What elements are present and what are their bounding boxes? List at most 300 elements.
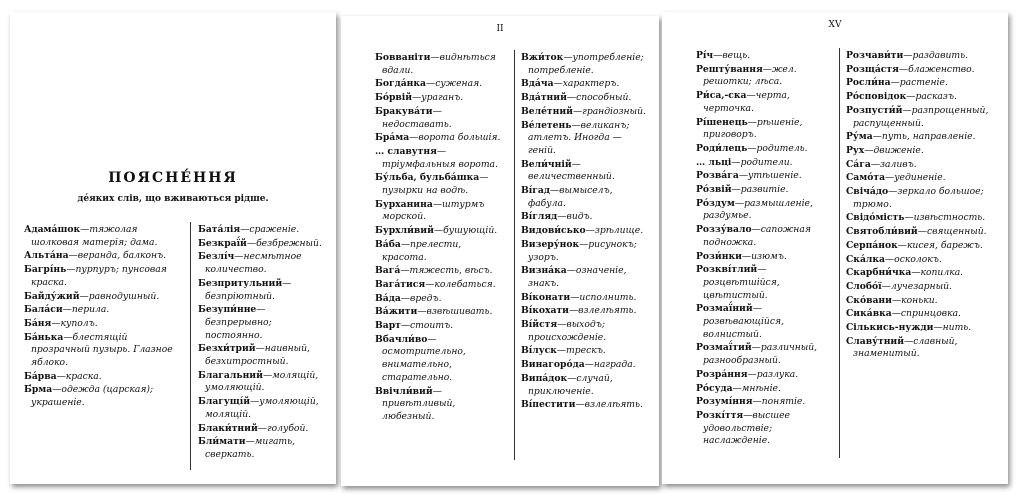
glossary-entry — [375, 279, 507, 292]
entry-definition: мнѣніе. — [741, 382, 781, 394]
entry-dash: — — [417, 306, 427, 318]
entry-definition: заливъ. — [880, 158, 917, 170]
glossary-entry — [696, 410, 832, 448]
entry-word: Розща́стя — [846, 63, 899, 75]
glossary-entry — [375, 78, 507, 91]
entry-word: Вда́ча — [521, 78, 554, 90]
entry-dash: — — [63, 331, 73, 343]
entry-dash: — — [872, 131, 882, 143]
entry-dash: — — [881, 280, 891, 292]
entry-definition: рѣшеніе, приговоръ. — [703, 116, 803, 141]
entry-definition: грандіозный. — [582, 105, 646, 117]
entry-definition: разлука. — [756, 368, 799, 380]
glossary-entry — [846, 308, 998, 321]
glossary-entry — [696, 369, 832, 382]
entry-definition: мигать, сверкать. — [205, 436, 296, 460]
entry-word: Розумі́ння — [696, 396, 753, 408]
entry-word: Само́та — [846, 172, 886, 184]
entry-dash: — — [890, 77, 900, 89]
glossary-entry — [375, 199, 507, 224]
entry-word: Бракува́ти — [375, 105, 433, 117]
entry-definition: краска. — [65, 370, 102, 382]
glossary-entry — [846, 226, 998, 239]
entry-definition: тяжолая шолковая матерія; дама. — [31, 224, 158, 248]
glossary-entry — [846, 159, 998, 172]
entry-word: Ру́ма — [846, 131, 873, 143]
entry-definition: величественный. — [528, 171, 615, 183]
entry-definition: прелести, красота. — [382, 238, 462, 263]
entry-word: Бу́льба, бульба́шка — [375, 172, 480, 184]
glossary-entry — [846, 64, 998, 77]
glossary-entry — [521, 78, 649, 91]
entry-dash: — — [409, 132, 419, 144]
entry-dash: — — [741, 250, 752, 262]
entry-definition: раздавить. — [912, 50, 969, 61]
entry-definition: расказъ. — [915, 91, 957, 103]
glossary-entry — [375, 293, 507, 306]
entry-word: Альта́на — [24, 250, 69, 262]
entry-dash: — — [257, 422, 267, 434]
glossary-entry — [846, 77, 998, 90]
glossary-entry — [521, 106, 649, 119]
entry-word: Бо́рвій — [375, 92, 413, 104]
glossary-entry — [198, 423, 326, 436]
entry-word: Росли́на — [846, 77, 891, 89]
entry-definition: тяжесть, вѣсъ. — [409, 265, 493, 277]
entry-word: Благальний — [198, 369, 263, 381]
entry-dash: — — [567, 372, 577, 384]
glossary-entry — [375, 172, 507, 197]
glossary-entry — [696, 170, 832, 183]
glossary-entry — [24, 304, 176, 317]
entry-word: Ри́са,-ска — [696, 90, 747, 102]
entry-word: Сількись-нужди — [846, 322, 934, 334]
glossary-entry — [375, 306, 507, 319]
glossary-column — [375, 52, 507, 425]
entry-definition: розцвѣтшійся, цвѣтистый. — [703, 276, 780, 301]
entry-word: Богда́нка — [375, 78, 426, 90]
glossary-entry — [846, 212, 998, 225]
entry-definition: случай, приключеніе. — [528, 372, 613, 397]
entry-word: Ва́жити — [375, 306, 418, 318]
glossary-entry — [521, 399, 649, 412]
entry-word: Визна́ка — [521, 265, 567, 277]
entry-dash: — — [904, 335, 914, 347]
entry-word: Розмаї́тий — [696, 342, 752, 354]
entry-definition: развитіе. — [740, 184, 789, 196]
entry-definition: рисунокъ; узоръ. — [528, 238, 637, 263]
entry-definition: извѣстность. — [913, 212, 986, 224]
entry-definition: безпрерывно; постоянно. — [205, 316, 272, 341]
page-title: ПОЯСНЕ́ННЯ — [108, 170, 238, 186]
entry-dash: — — [433, 225, 444, 237]
glossary-entry — [198, 436, 326, 461]
glossary-entry — [375, 92, 507, 105]
entry-definition: путь, направленіе. — [881, 131, 976, 143]
entry-definition: умоляющій, молящій. — [205, 396, 319, 420]
entry-word: Ба́нька — [24, 331, 64, 343]
entry-definition: жел. решотки; лѣса. — [703, 63, 797, 88]
entry-definition: взлелѣять. — [578, 305, 637, 317]
entry-definition: кисея, барежъ. — [906, 239, 983, 251]
glossary-entry — [521, 52, 649, 77]
glossary-entry — [696, 396, 832, 409]
entry-definition: бушующій. — [443, 225, 498, 237]
entry-word: Бурханина — [375, 198, 433, 210]
entry-word: Бурхли́вий — [375, 225, 434, 237]
page-number: II — [496, 24, 504, 34]
entry-word: Розмаї́ний — [696, 303, 753, 315]
entry-definition: пузырки на водѣ. — [382, 185, 469, 197]
entry-word: Ва́да — [375, 292, 401, 304]
entry-definition: розвѣвающійся, волнистый. — [703, 316, 784, 340]
entry-word: Ва́ба — [375, 238, 401, 250]
entry-word: Ве́летень — [521, 119, 572, 131]
glossary-entry — [198, 370, 326, 395]
entry-word: Вага́тися — [375, 278, 426, 290]
glossary-entry — [375, 146, 507, 171]
entry-dash: — — [432, 105, 442, 117]
entry-definition: утѣшеніе. — [748, 170, 802, 182]
entry-definition: славный, знаменитый. — [853, 335, 958, 360]
entry-dash: — — [425, 278, 435, 290]
entry-word: Ввічли́вий — [375, 385, 433, 397]
entry-dash: — — [747, 142, 757, 154]
entry-definition: куполъ. — [60, 317, 98, 329]
entry-dash: — — [432, 198, 442, 210]
entry-definition: перила. — [71, 304, 110, 316]
entry-dash: — — [262, 369, 273, 381]
entry-word: Ро́сповідок — [846, 91, 907, 103]
entry-definition: спринцовка. — [900, 308, 961, 320]
glossary-entry — [521, 359, 649, 372]
entry-definition: безбрежный. — [256, 237, 322, 249]
entry-dash: — — [412, 92, 422, 104]
entry-word: Безхи́трий — [198, 343, 256, 355]
entry-definition: ураганъ. — [421, 92, 464, 104]
entry-word: Веле́тний — [521, 105, 573, 117]
glossary-entry — [696, 303, 832, 341]
glossary-column — [521, 52, 649, 413]
entry-definition: ворота большія. — [418, 132, 501, 144]
entry-dash: — — [752, 303, 762, 315]
entry-definition: осколокъ. — [894, 253, 942, 265]
entry-dash: — — [575, 399, 585, 411]
glossary-entry — [696, 251, 832, 264]
glossary-entry — [846, 131, 998, 144]
entry-dash: — — [732, 382, 742, 394]
entry-dash: — — [80, 224, 90, 235]
entry-dash: — — [240, 224, 250, 235]
entry-definition: наивный, безхитростный. — [205, 343, 310, 368]
entry-definition: коньки. — [901, 294, 938, 306]
page-number: XV — [828, 20, 842, 30]
entry-word: Розпусти́й — [846, 104, 903, 116]
entry-dash: — — [557, 319, 567, 331]
entry-word: Розра́ння — [696, 368, 748, 380]
entry-definition: осмотрительно, внимательно, старательно. — [382, 346, 466, 383]
entry-word: Видови́сько — [521, 225, 586, 237]
glossary-entry — [846, 267, 998, 280]
entry-definition: трескъ. — [566, 345, 606, 357]
entry-dash: — — [426, 78, 436, 90]
glossary-column — [696, 50, 832, 449]
entry-word: Ско́вани — [846, 294, 892, 306]
entry-dash: — — [566, 92, 577, 104]
glossary-entry — [24, 264, 176, 289]
glossary-entry — [521, 292, 649, 305]
entry-definition: сапожная подножка. — [703, 224, 811, 248]
column-divider — [514, 50, 515, 460]
glossary-entry — [696, 90, 832, 115]
entry-dash: — — [56, 370, 66, 382]
entry-word: Благущі́й — [198, 396, 251, 408]
glossary-entry — [846, 172, 998, 185]
glossary-entry — [375, 106, 507, 131]
glossary-entry — [696, 383, 832, 396]
entry-dash: — — [572, 105, 583, 117]
entry-dash: — — [579, 238, 589, 250]
entry-dash: — — [553, 78, 563, 90]
entry-word: Адама́шок — [24, 224, 81, 235]
glossary-entry — [521, 239, 649, 264]
entry-definition: зрѣлище. — [594, 225, 644, 237]
entry-definition: родитель. — [756, 142, 808, 154]
entry-word: Ро́здум — [696, 197, 735, 209]
entry-definition: движеніе. — [873, 144, 924, 156]
entry-word: Ві́конати — [521, 291, 571, 303]
entry-definition: великанъ; атлетъ. Иногда — геній. — [528, 119, 630, 156]
glossary-entry — [696, 198, 832, 223]
entry-dash: — — [734, 197, 745, 209]
entry-dash: — — [256, 304, 266, 316]
entry-dash: — — [731, 184, 741, 196]
entry-definition: понятіе. — [761, 396, 806, 408]
page-left — [10, 12, 336, 484]
entry-word: Рози́нки — [696, 250, 742, 262]
entry-dash: — — [743, 409, 753, 421]
glossary-entry — [696, 157, 832, 170]
entry-definition: видъ. — [566, 211, 593, 223]
entry-word: Ба́рва — [24, 370, 57, 382]
entry-word: Ві́гляд — [521, 211, 558, 223]
entry-word: Вда́тний — [521, 92, 567, 104]
entry-definition: вымыселъ, фабула. — [528, 185, 613, 209]
glossary-entry — [375, 239, 507, 264]
entry-dash: — — [752, 396, 762, 408]
entry-word: Рі́ч — [696, 50, 714, 61]
entry-definition: одежда (царская); украшеніе. — [31, 384, 154, 409]
entry-definition: зеркало большое; трюмо. — [853, 186, 984, 210]
entry-definition: виднѣться вдали. — [382, 52, 496, 76]
glossary-entry — [521, 225, 649, 238]
entry-word: Розва́га — [696, 170, 739, 182]
entry-dash: — — [479, 172, 489, 184]
entry-dash: — — [731, 156, 741, 168]
glossary-entry — [375, 132, 507, 145]
entry-definition: колебаться. — [434, 278, 496, 290]
page-right — [662, 12, 1008, 484]
entry-definition: веранда, балконъ. — [77, 250, 167, 262]
entry-dash: — — [570, 291, 580, 303]
glossary-entry — [696, 224, 832, 249]
entry-word: Роди́лець — [696, 142, 748, 154]
entry-word: Варт — [375, 320, 401, 332]
entry-definition: вещь. — [722, 50, 751, 61]
entry-word: Безкраї́й — [198, 237, 247, 249]
entry-definition: суженая. — [435, 78, 483, 90]
entry-definition: блестящій прозрачный пузырь. Глазное яблоко. — [31, 331, 173, 369]
glossary-entry — [696, 64, 832, 89]
entry-dash: — — [903, 50, 913, 61]
entry-dash: — — [255, 343, 265, 355]
entry-word: Рух — [846, 144, 865, 156]
page-middle — [341, 16, 659, 486]
entry-dash: — — [885, 172, 895, 184]
entry-definition: недоставать. — [382, 118, 452, 130]
entry-dash: — — [250, 396, 260, 408]
entry-definition: растеніе. — [899, 77, 948, 89]
entry-word: Визеру́нок — [521, 238, 580, 250]
entry-dash: — — [884, 253, 895, 265]
entry-word: Ві́пестити — [521, 399, 576, 411]
glossary-entry — [846, 91, 998, 104]
entry-word: Вжи́ток — [521, 52, 564, 63]
glossary-entry — [24, 291, 176, 304]
glossary-entry — [521, 159, 649, 184]
entry-dash: — — [52, 384, 62, 396]
entry-definition: копилка. — [920, 267, 964, 279]
glossary-column — [198, 224, 326, 463]
glossary-entry — [375, 334, 507, 385]
entry-word: Са́га — [846, 158, 871, 170]
glossary-entry — [521, 305, 649, 318]
entry-dash: — — [891, 294, 902, 306]
entry-dash: — — [888, 186, 898, 198]
glossary-entry — [846, 322, 998, 335]
entry-definition: размышленіе, раздумье. — [703, 197, 813, 222]
entry-dash: — — [762, 63, 772, 75]
entry-word: Бата́лія — [198, 224, 241, 235]
entry-definition: взлелѣять. — [584, 399, 643, 411]
entry-definition: родители. — [740, 156, 793, 168]
entry-dash: — — [751, 224, 761, 236]
entry-word: Славу́тний — [846, 335, 905, 347]
entry-word: Роззу́вало — [696, 224, 752, 236]
entry-word: Випа́док — [521, 372, 568, 384]
entry-word: Безпритульний — [198, 277, 283, 289]
glossary-entry — [846, 240, 998, 253]
entry-definition: штурмъ морской. — [382, 198, 485, 223]
glossary-entry — [846, 145, 998, 158]
glossary-entry — [375, 225, 507, 238]
entry-dash: — — [917, 226, 927, 238]
glossary-entry — [198, 224, 326, 237]
entry-definition: стоитъ. — [410, 320, 454, 332]
entry-definition: голубой. — [266, 422, 309, 434]
glossary-entry — [521, 185, 649, 210]
glossary-entry — [24, 250, 176, 263]
entry-dash: — — [933, 322, 943, 334]
entry-dash: — — [747, 116, 757, 128]
entry-dash: — — [571, 158, 581, 170]
entry-word: Ба́ня — [24, 317, 52, 329]
glossary-entry — [198, 396, 326, 421]
entry-definition: тріумфальныя ворота. — [382, 158, 498, 170]
entry-word: Слобо́ї — [846, 280, 882, 292]
entry-definition: сраженіе. — [249, 224, 300, 235]
glossary-entry — [521, 211, 649, 224]
glossary-entry — [24, 384, 176, 409]
glossary-entry — [375, 265, 507, 278]
entry-dash: — — [751, 342, 761, 354]
glossary-entry — [521, 345, 649, 358]
glossary-entry — [846, 105, 998, 130]
entry-word: Сика́вка — [846, 308, 892, 320]
entry-dash: — — [864, 144, 874, 156]
entry-word: Вбачли́во — [375, 333, 428, 345]
entry-word: Рі́шенець — [696, 116, 748, 128]
entry-definition: молящій, умоляющій. — [205, 369, 319, 394]
entry-word: Бли́мати — [198, 436, 246, 448]
entry-dash: — — [870, 158, 881, 170]
entry-dash: — — [747, 368, 757, 380]
entry-dash: — — [282, 277, 292, 289]
entry-dash: — — [62, 304, 72, 316]
entry-word: Ві́йстя — [521, 319, 558, 331]
glossary-entry — [375, 320, 507, 333]
entry-dash: — — [400, 265, 410, 277]
entry-dash: — — [400, 238, 410, 250]
entry-word: Свіча́до — [846, 186, 889, 198]
entry-dash: — — [738, 170, 749, 182]
entry-word: Багрі́нь — [24, 264, 67, 276]
entry-dash: — — [432, 385, 442, 397]
entry-word: Бра́ма — [375, 132, 410, 144]
entry-word: … льці — [696, 156, 732, 168]
entry-dash: — — [66, 264, 76, 276]
entry-dash: — — [563, 52, 573, 63]
entry-word: Свідо́мість — [846, 212, 905, 224]
entry-definition: выходъ; происхожденіе. — [528, 319, 607, 343]
entry-definition: привѣтливый, любезный. — [382, 398, 456, 422]
entry-definition: исполнить. — [579, 291, 637, 303]
entry-definition: взвѣшивать. — [426, 306, 493, 318]
entry-definition: разпрощенный, распущенный. — [853, 104, 989, 129]
glossary-entry — [24, 318, 176, 331]
entry-definition: лучезарный. — [890, 280, 952, 292]
entry-dash: — — [556, 345, 567, 357]
entry-word: Б́рма — [24, 384, 53, 396]
entry-word: Розкі́ття — [696, 409, 744, 421]
glossary-entry — [375, 52, 507, 77]
entry-word: Байду́жий — [24, 290, 80, 302]
entry-dash: — — [427, 333, 437, 345]
entry-word: Безлі́ч — [198, 251, 235, 263]
glossary-entry — [521, 319, 649, 344]
entry-word: Безупи́нне — [198, 304, 257, 316]
entry-word: Бовваніти — [375, 52, 431, 63]
entry-definition: высшее удовольствіе; наслажденіе. — [703, 409, 790, 447]
glossary-entry — [696, 264, 832, 302]
glossary-entry — [521, 265, 649, 290]
glossary-entry — [696, 117, 832, 142]
entry-dash: — — [549, 185, 560, 197]
entry-dash: — — [400, 320, 411, 332]
glossary-entry — [198, 304, 326, 342]
glossary-entry — [198, 278, 326, 303]
glossary-entry — [846, 254, 998, 267]
